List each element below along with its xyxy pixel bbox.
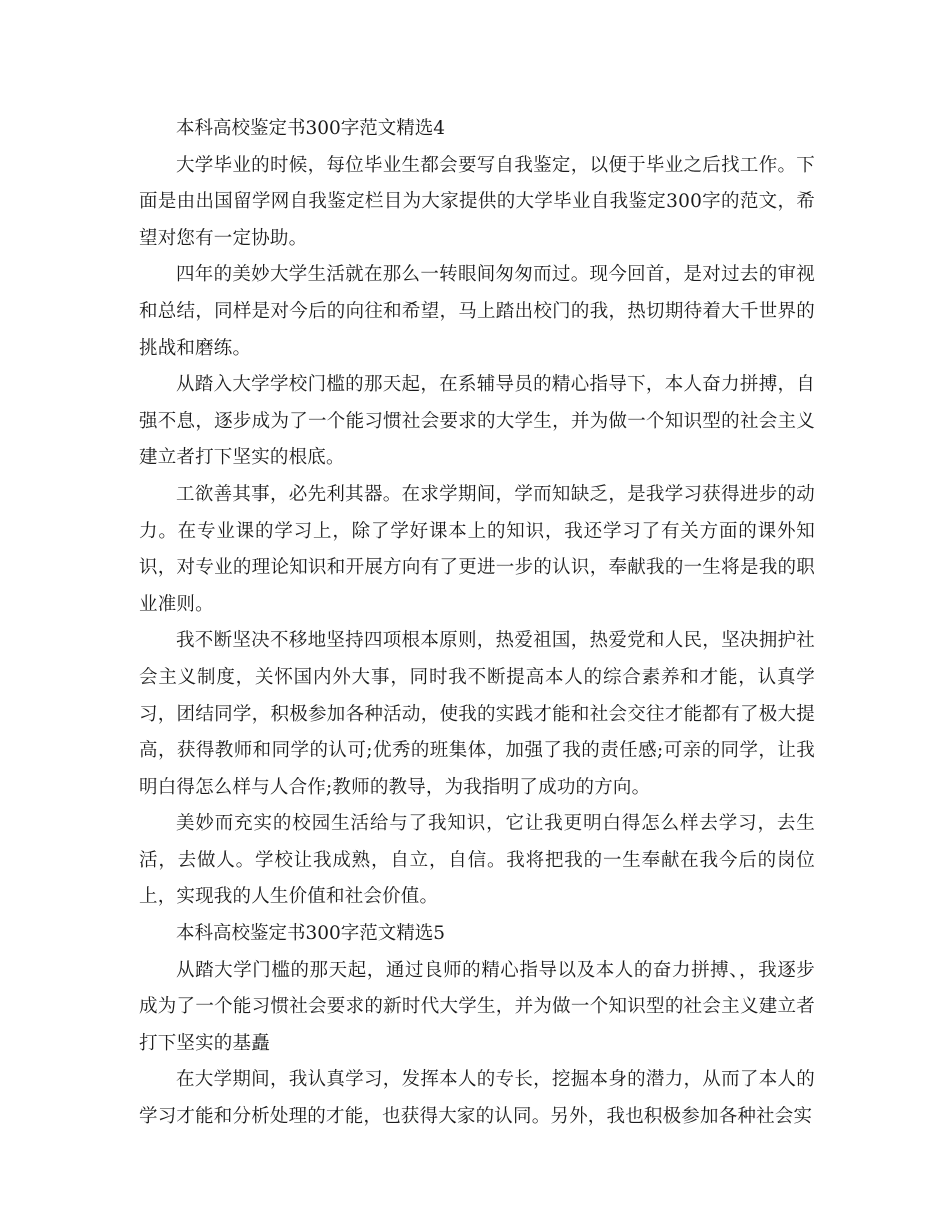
paragraph: 从踏大学门槛的那天起，通过良师的精心指导以及本人的奋力拼搏、，我逐步成为了一个能习惯社会要求的新时代大学生，并为做一个知识型的社会主义建立者打下坚实的基矗 — [139, 959, 815, 1054]
paragraph: 在大学期间，我认真学习，发挥本人的专长，挖掘本身的潜力，从而了本人的学习才能和分析处理的才能，也获得大家的认同。另外，我也积极参加各种社会实 — [139, 1069, 815, 1128]
paragraph: 四年的美妙大学生活就在那么一转眼间匆匆而过。现今回首，是对过去的审视和总结，同样是对今后的向往和希望，马上踏出校门的我，热切期待着大千世界的挑战和磨练。 — [139, 264, 815, 359]
paragraph: 工欲善其事，必先利其器。在求学期间，学而知缺乏，是我学习获得进步的动力。在专业课的学习上，除了学好课本上的知识，我还学习了有关方面的课外知识，对专业的理论知识和开展方向有了更进一步的认识，奉献我的一生将是我的职业准则。 — [139, 483, 815, 615]
paragraph: 大学毕业的时候，每位毕业生都会要写自我鉴定，以便于毕业之后找工作。下面是由出国留学网自我鉴定栏目为大家提供的大学毕业自我鉴定300字的范文，希望对您有一定协助。 — [139, 154, 815, 249]
paragraph: 我不断坚决不移地坚持四项根本原则，热爱祖国，热爱党和人民，坚决拥护社会主义制度，关怀国内外大事，同时我不断提高本人的综合素养和才能，认真学习，团结同学，积极参加各种活动，使我的实践才能和社会交往才能都有了极大提高，获得教师和同学的认可;优秀的班集体，加强了我的责任感;可亲的同学，让我明白得怎么样与人合作;教师的教导，为我指明了成功的方向。 — [139, 630, 815, 798]
paragraph: 从踏入大学学校门槛的那天起，在系辅导员的精心指导下，本人奋力拼搏，自强不息，逐步成为了一个能习惯社会要求的大学生，并为做一个知识型的社会主义建立者打下坚实的根底。 — [139, 374, 815, 469]
section-heading: 本科高校鉴定书300字范文精选5 — [176, 923, 446, 945]
section-heading: 本科高校鉴定书300字范文精选4 — [176, 118, 446, 139]
paragraph: 美妙而充实的校园生活给与了我知识，它让我更明白得怎么样去学习，去生活，去做人。学校让我成熟，自立，自信。我将把我的一生奉献在我今后的岗位上，实现我的人生价值和社会价值。 — [139, 813, 815, 908]
document-page — [139, 111, 815, 1136]
